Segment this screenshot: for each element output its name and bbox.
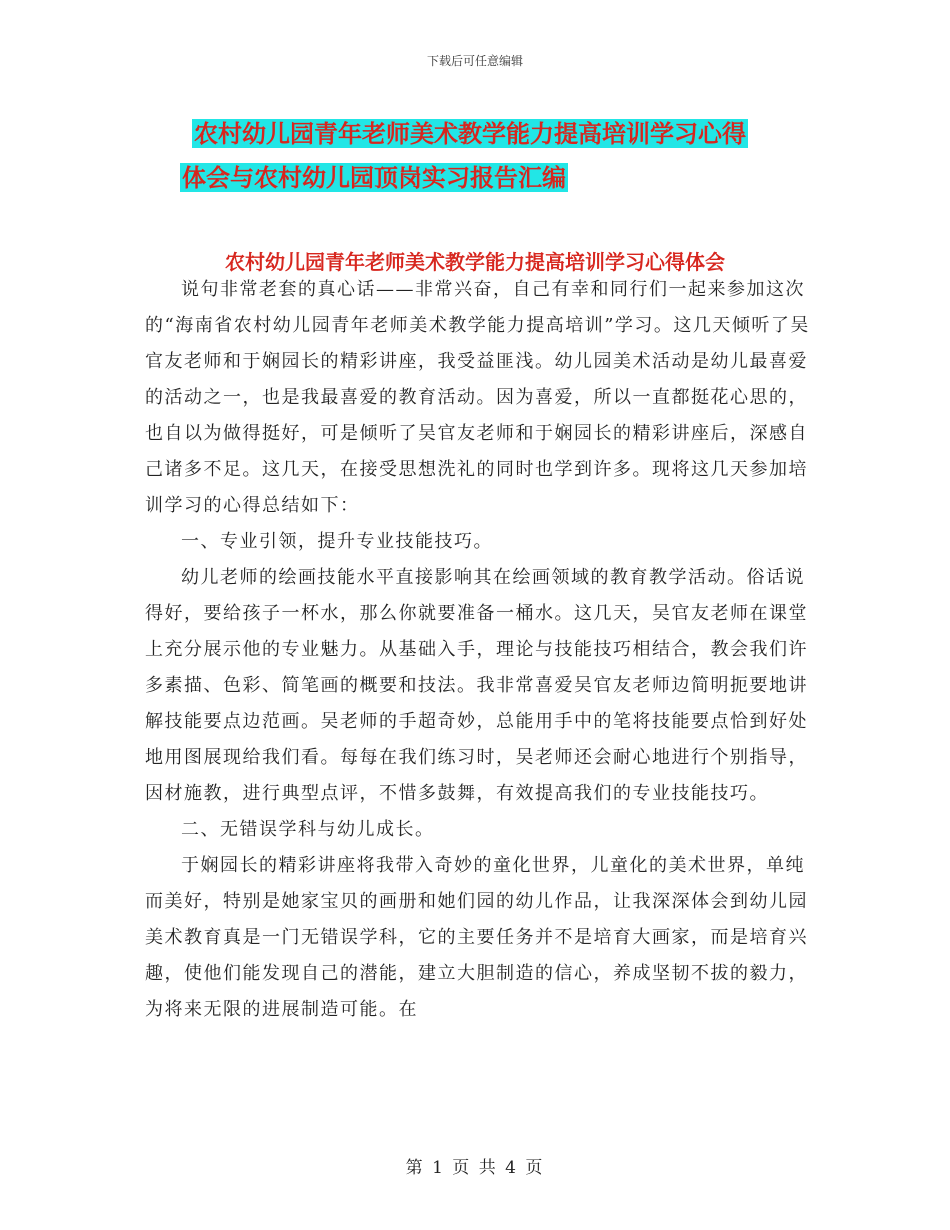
paragraph: 于娴园长的精彩讲座将我带入奇妙的童化世界，儿童化的美术世界，单纯而美好，特别是她家宝贝的画册和她们园的幼儿作品，让我深深体会到幼儿园美术教育真是一门无错误学科，它的主要任务并不是培育大画家，而是培育兴趣，使他们能发现自己的潜能，建立大胆制造的信心，养成坚韧不拔的毅力，为将来无限的进展制造可能。在 (145, 855, 808, 1020)
page-footer: 第 1 页 共 4 页 (405, 1158, 545, 1178)
title-line-1: 农村幼儿园青年老师美术教学能力提高培训学习心得 (194, 119, 746, 148)
header-note: 下载后可任意编辑 (426, 54, 523, 68)
section-heading: 二、无错误学科与幼儿成长。 (181, 819, 435, 840)
paragraph: 说句非常老套的真心话——非常兴奋，自己有幸和同行们一起来参加这次的“海南省农村幼儿园青年老师美术教学能力提高培训”学习。这几天倾听了吴官友老师和于娴园长的精彩讲座，我受益匪浅。幼儿园美术活动是幼儿最喜爱的活动之一，也是我最喜爱的教育活动。因为喜爱，所以一直都挺花心思的，也自以为做得挺好，可是倾听了吴官友老师和于娴园长的精彩讲座后，深感自己诸多不足。这几天，在接受思想洗礼的同时也学到许多。现将这几天参加培训学习的心得总结如下： (145, 279, 810, 516)
section-heading: 一、专业引领，提升专业技能技巧。 (181, 531, 493, 552)
body-text (145, 272, 815, 1028)
paragraph: 幼儿老师的绘画技能水平直接影响其在绘画领域的教育教学活动。俗话说得好，要给孩子一杯水，那么你就要准备一桶水。这几天，吴官友老师在课堂上充分展示他的专业魅力。从基础入手，理论与技能技巧相结合，教会我们许多素描、色彩、简笔画的概要和技法。我非常喜爱吴官友老师边简明扼要地讲解技能要点边范画。吴老师的手超奇妙，总能用手中的笔将技能要点恰到好处地用图展现给我们看。每每在我们练习时，吴老师还会耐心地进行个别指导，因材施教，进行典型点评，不惜多鼓舞，有效提高我们的专业技能技巧。 (145, 567, 808, 804)
title-line-2: 体会与农村幼儿园顶岗实习报告汇编 (182, 163, 566, 192)
document-title (180, 112, 820, 200)
section-title: 农村幼儿园青年老师美术教学能力提高培训学习心得体会 (225, 250, 725, 274)
